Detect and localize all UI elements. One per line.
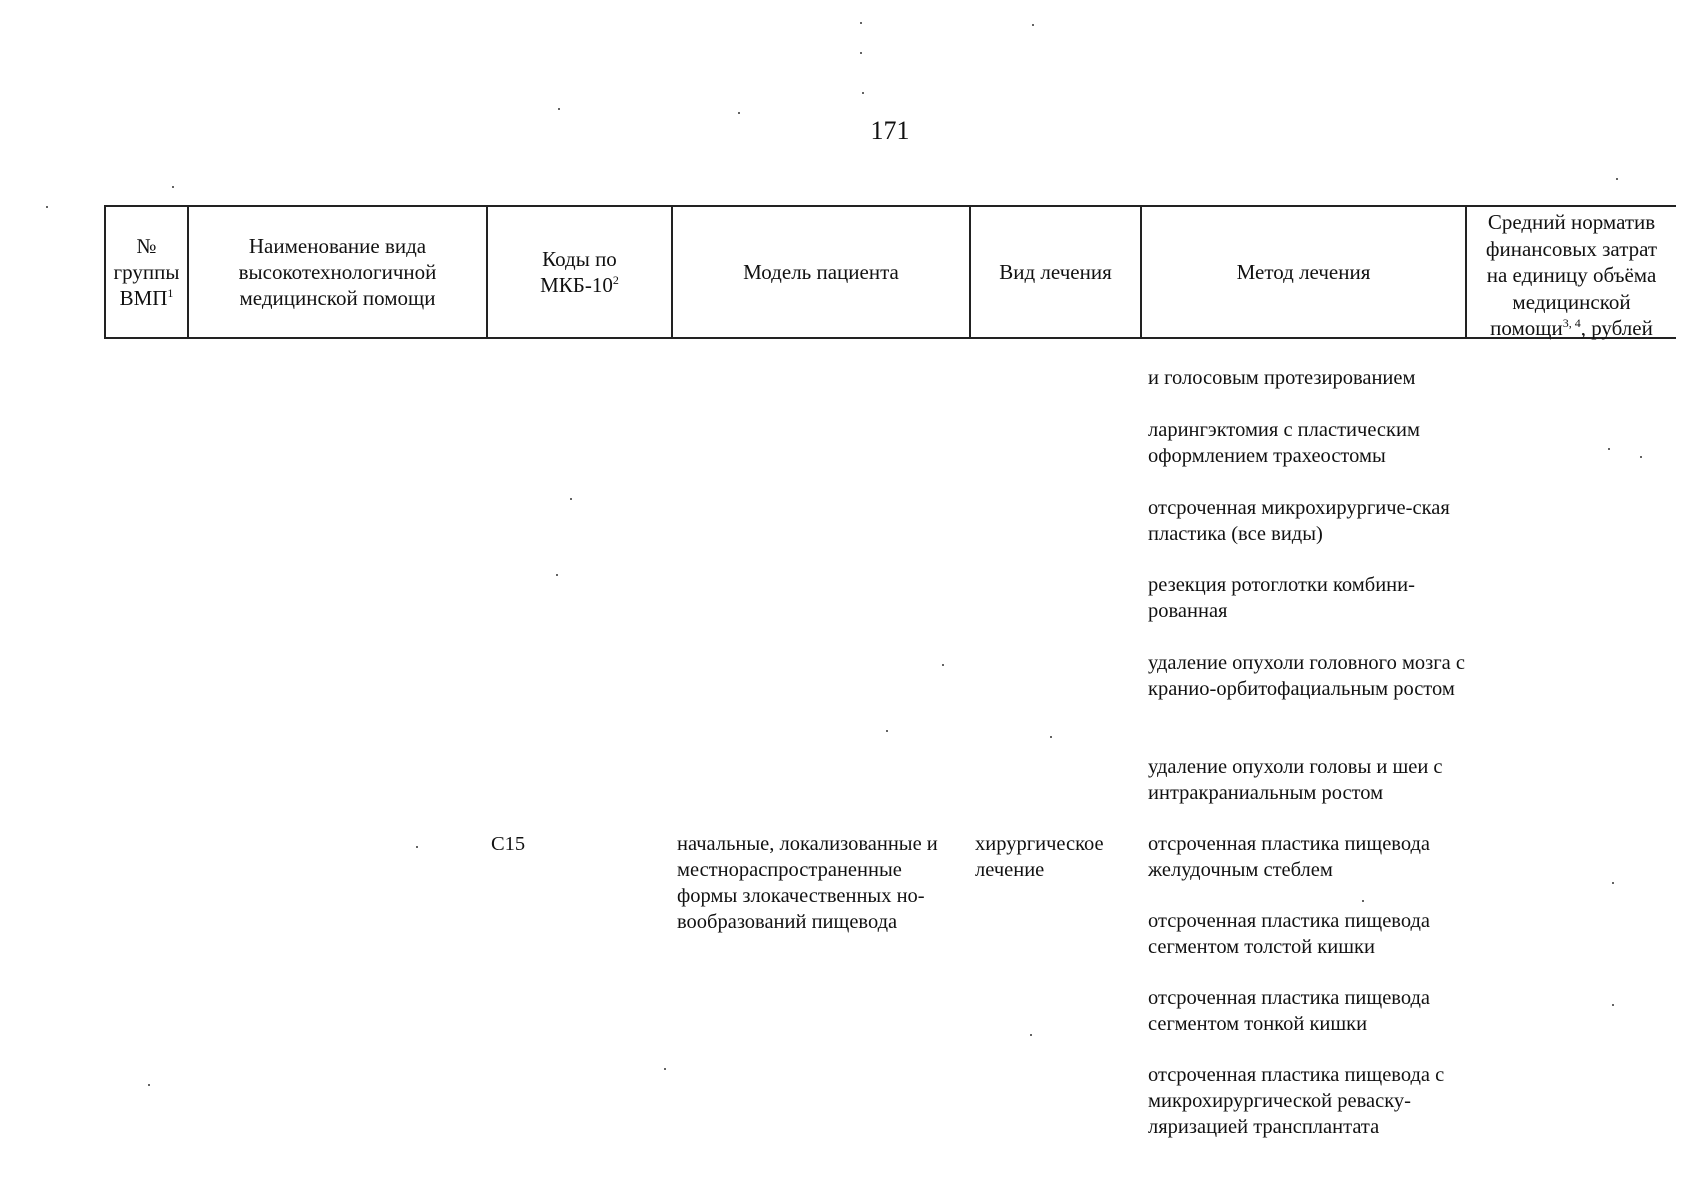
header-care-name: Наименование вида высокотехнологичной медицинской помощи: [238, 233, 437, 310]
method-item: отсроченная микрохирургиче-ская пластика (все виды): [1148, 497, 1450, 545]
scan-speck: [1608, 448, 1610, 450]
scan-speck: [862, 92, 864, 94]
header-treatment-method: Метод лечения: [1236, 259, 1371, 284]
scan-speck: [860, 52, 862, 54]
header-group-number: № группы ВМП$^1$: [113, 233, 180, 310]
header-icd-codes: Коды по МКБ-$10^2$: [540, 246, 619, 297]
header-cost-norm: Средний норматив финансовых затрат на единицу объёма медицинской помощи$^{3, 4}$, рублей: [1485, 210, 1658, 340]
scan-speck: [738, 112, 740, 114]
scan-speck: [886, 730, 888, 732]
method-item: отсроченная пластика пищевода сегментом тонкой кишки: [1148, 987, 1431, 1035]
method-item: удаление опухоли головного мозга с кранио-орбитофациальным ростом: [1148, 652, 1465, 700]
scan-speck: [1030, 1034, 1032, 1036]
method-item: отсроченная пластика пищевода сегментом толстой кишки: [1148, 910, 1431, 958]
scan-speck: [664, 1068, 666, 1070]
method-item: отсроченная пластика пищевода желудочным стеблем: [1148, 833, 1431, 881]
scan-speck: [942, 664, 944, 666]
scan-speck: [556, 574, 558, 576]
method-item: и голосовым протезированием: [1148, 367, 1416, 389]
method-item: удаление опухоли головы и шеи с интракраниальным ростом: [1148, 756, 1443, 804]
scan-speck: [148, 1084, 150, 1086]
scan-speck: [172, 186, 174, 188]
treatment-type-text: хирургическое лечение: [975, 833, 1104, 881]
icd-code: C15: [491, 833, 526, 855]
header-patient-model: Модель пациента: [743, 259, 899, 284]
header-treatment-type: Вид лечения: [999, 259, 1112, 284]
method-item: резекция ротоглотки комбини-рованная: [1148, 574, 1415, 622]
scan-speck: [1362, 900, 1364, 902]
table-header-bottom-rule: [104, 337, 1676, 339]
scan-speck: [558, 108, 560, 110]
scan-speck: [860, 22, 862, 24]
scan-speck: [570, 498, 572, 500]
page-number: 171: [870, 116, 910, 145]
scan-speck: [1640, 456, 1642, 458]
method-item: ларингэктомия с пластическим оформлением трахеостомы: [1148, 419, 1420, 467]
patient-model-text: начальные, локализованные и местнораспространенные формы злокачественных но-вообразований пищевода: [677, 833, 938, 933]
scan-speck: [46, 206, 48, 208]
scan-speck: [1616, 178, 1618, 180]
scan-speck: [1612, 882, 1614, 884]
scan-speck: [1612, 1004, 1614, 1006]
scan-speck: [1050, 736, 1052, 738]
method-item: отсроченная пластика пищевода с микрохирургической реваску-ляризацией трансплантата: [1148, 1064, 1445, 1138]
scan-speck: [1032, 24, 1034, 26]
scan-speck: [416, 846, 418, 848]
